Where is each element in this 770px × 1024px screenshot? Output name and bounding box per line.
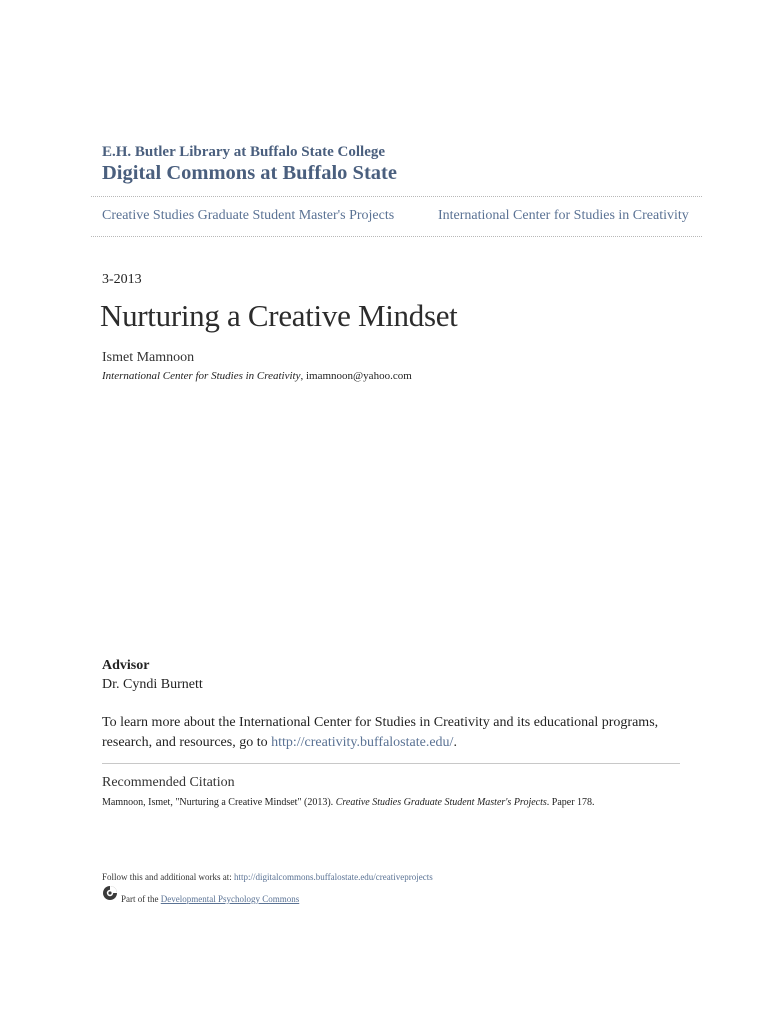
creativity-website-link[interactable]: http://creativity.buffalostate.edu/ xyxy=(271,735,454,750)
citation-series: Creative Studies Graduate Student Master's Projects xyxy=(335,797,547,808)
discipline-commons-link[interactable]: Developmental Psychology Commons xyxy=(160,894,300,904)
follow-link[interactable]: http://digitalcommons.buffalostate.edu/creativeprojects xyxy=(234,872,433,882)
author-affiliation xyxy=(102,370,412,382)
collection-link[interactable]: Creative Studies Graduate Student Master's Projects xyxy=(102,208,395,223)
citation-heading: Recommended Citation xyxy=(102,775,235,790)
top-divider xyxy=(91,196,702,197)
author-email: imamnoon@yahoo.com xyxy=(306,370,412,382)
paper-title: Nurturing a Creative Mindset xyxy=(100,298,458,333)
repository-name[interactable]: Digital Commons at Buffalo State xyxy=(102,162,397,184)
commons-network-icon xyxy=(102,885,118,901)
nav-divider xyxy=(91,236,702,237)
citation-text xyxy=(102,797,595,808)
library-name: E.H. Butler Library at Buffalo State College xyxy=(102,144,386,160)
advisor-name: Dr. Cyndi Burnett xyxy=(102,677,203,692)
citation-divider xyxy=(102,763,680,764)
citation-prefix: Mamnoon, Ismet, "Nurturing a Creative Mindset" (2013). xyxy=(102,797,336,808)
follow-label: Follow this and additional works at: xyxy=(102,872,234,882)
part-of-line xyxy=(121,894,299,904)
affiliation-separator: , xyxy=(300,370,306,382)
part-of-label: Part of the xyxy=(121,894,161,904)
publication-date: 3-2013 xyxy=(102,272,142,287)
learn-more-text: To learn more about the International Center for Studies in Creativity and its educational programs, research, and resources, go to xyxy=(102,715,659,750)
learn-more-paragraph xyxy=(102,713,702,753)
citation-suffix: . Paper 178. xyxy=(546,797,595,808)
department-link[interactable]: International Center for Studies in Creativity xyxy=(438,208,689,223)
advisor-heading: Advisor xyxy=(102,658,150,673)
affiliation-institution: International Center for Studies in Creativity xyxy=(102,370,301,382)
author-name: Ismet Mamnoon xyxy=(102,350,195,365)
follow-line xyxy=(102,872,433,882)
learn-more-end: . xyxy=(453,735,457,750)
